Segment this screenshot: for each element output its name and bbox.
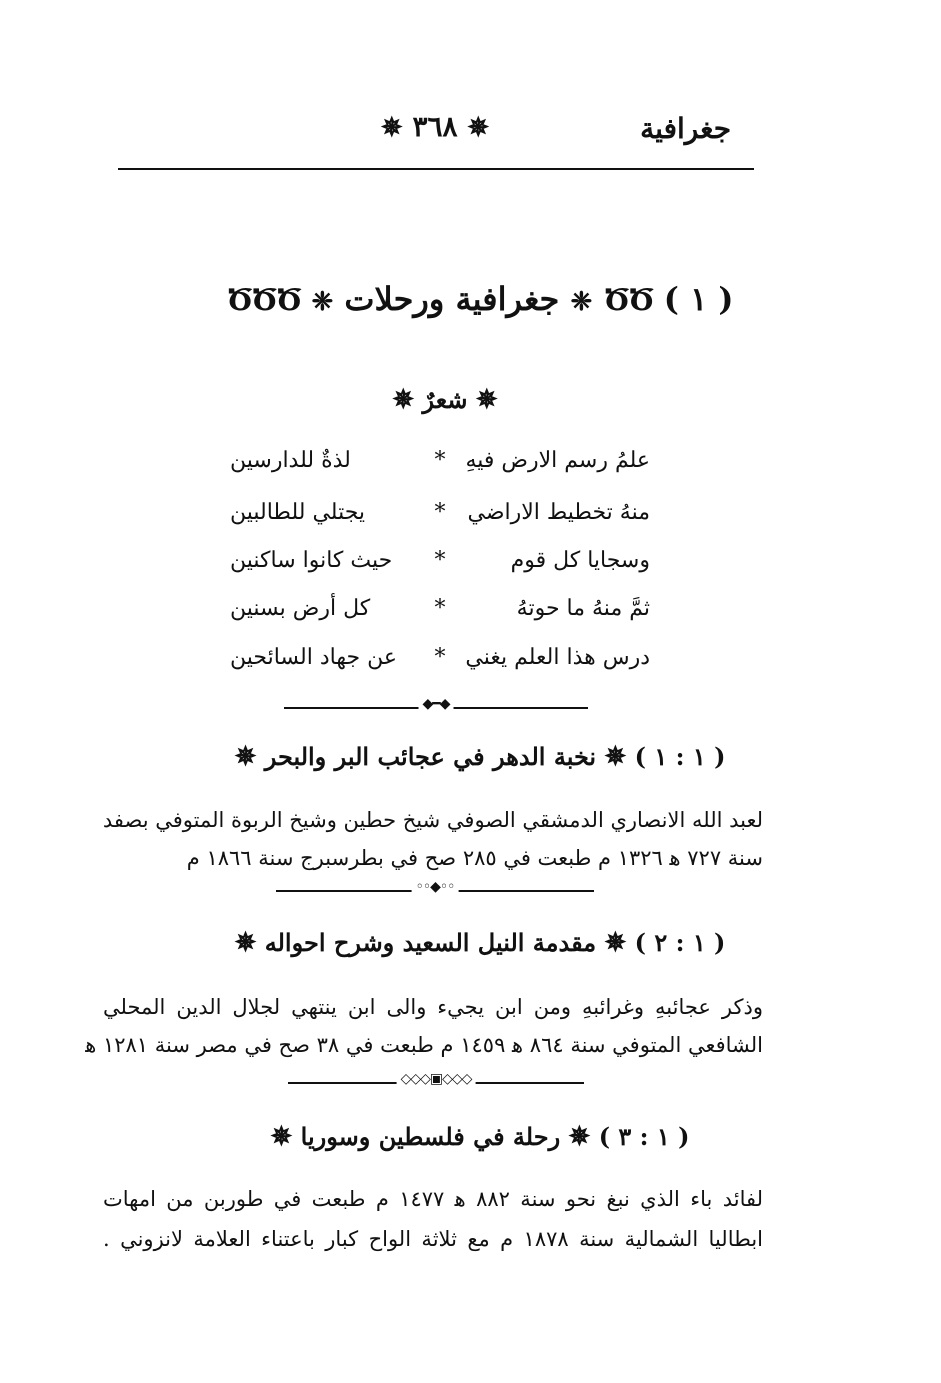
star-ornament-icon: ✵ (475, 385, 498, 415)
asterisk-separator-icon: * (434, 548, 446, 573)
star-ornament-icon: ✵ (270, 1122, 293, 1152)
star-ornament-icon: ✵ (392, 385, 415, 415)
poem-hemistich-first: علمُ رسم الارض فيهِ (465, 448, 650, 473)
entry-text-line: سنة ٧٢٧ ﻫ ١٣٢٦ م طبعت في ٢٨٥ صح في بطرسبرج سنة ١٨٦٦ م (186, 846, 763, 870)
entry-text-line: ابطاليا الشمالية سنة ١٨٧٨ م مع ثلاثة الواح كبار باعتناء العلامة لانزوني . (103, 1227, 763, 1251)
swirl-ornament-icon: ԾԾԾ (226, 283, 301, 318)
entry-text-line: الشافعي المتوفي سنة ٨٦٤ ﻫ ١٤٥٩ م طبعت في ٣٨ صح في مصر سنة ١٢٨١ ﻫ (85, 1033, 763, 1057)
star-ornament-icon: ✵ (604, 742, 627, 772)
floral-ornament-icon: ❈ (311, 287, 334, 317)
ornamental-divider (288, 1071, 584, 1088)
chapter-title: جغرافية ورحلات (344, 280, 560, 318)
asterisk-separator-icon: * (434, 596, 446, 621)
poem-line (230, 448, 650, 488)
entry-heading (160, 742, 800, 771)
ornamental-divider (284, 696, 588, 713)
asterisk-separator-icon: * (434, 500, 446, 525)
star-ornament-icon: ✵ (467, 113, 490, 143)
star-ornament-icon: ✵ (234, 928, 257, 958)
poem-hemistich-first: درس هذا العلم يغني (465, 645, 650, 670)
entry-title: مقدمة النيل السعيد وشرح احواله (264, 928, 597, 957)
entry-number: ( ١ : ٣ ) (598, 1122, 690, 1151)
entry-text-line: لفائد باء الذي نبغ نحو سنة ٨٨٢ ﻫ ١٤٧٧ م طبعت في طوربن من امهات (103, 1187, 763, 1211)
poem-hemistich-second: عن جهاد السائحين (230, 645, 397, 670)
page-number: ٣٦٨ (412, 110, 458, 143)
entry-number: ( ١ : ٢ ) (634, 928, 726, 957)
poem-hemistich-second: يجتلي للطالبين (230, 500, 366, 525)
poem-line (230, 596, 650, 636)
entry-title: رحلة في فلسطين وسوريا (300, 1122, 561, 1151)
chapter-heading (200, 280, 760, 318)
ornamental-divider (276, 879, 594, 896)
poem-hemistich-second: لذةٌ للدارسين (230, 448, 351, 473)
chapter-number: ( ١ ) (663, 280, 734, 318)
entry-heading (160, 928, 800, 957)
entry-title: نخبة الدهر في عجائب البر والبحر (264, 742, 597, 771)
asterisk-separator-icon: * (434, 448, 446, 473)
poem-hemistich-second: كل أرض بسنين (230, 596, 371, 621)
entry-text-line: وذكر عجائبهِ وغرائبهِ ومن ابن يجيء والى ابن ينتهي لجلال الدين المحلي (103, 995, 763, 1019)
running-title: جغرافية (640, 112, 731, 145)
poem-hemistich-second: حيث كانوا ساكنين (230, 548, 393, 573)
star-ornament-icon: ✵ (234, 742, 257, 772)
asterisk-separator-icon: * (434, 645, 446, 670)
swirl-ornament-icon: ԾԾ (603, 283, 653, 318)
poem-line (230, 548, 650, 588)
knot-ornament-icon: ◆━◆ (419, 697, 454, 711)
entry-number: ( ١ : ١ ) (634, 742, 726, 771)
poem-hemistich-first: ثمَّ منهُ ما حوتهُ (516, 596, 650, 621)
poem-hemistich-first: وسجايا كل قوم (510, 548, 650, 573)
entry-heading (160, 1122, 800, 1151)
knot-ornament-icon: ◇◇◇▣◇◇◇ (397, 1072, 476, 1086)
poem-title: شعرٌ (422, 385, 468, 414)
poem-line (230, 645, 650, 685)
star-ornament-icon: ✵ (604, 928, 627, 958)
poem-title-block (330, 385, 560, 414)
page-number-block (370, 110, 500, 143)
star-ornament-icon: ✵ (568, 1122, 591, 1152)
entry-text-line: لعبد الله الانصاري الدمشقي الصوفي شيخ حطين وشيخ الربوة المتوفي بصفد (102, 808, 763, 832)
floral-ornament-icon: ❈ (570, 287, 593, 317)
star-ornament-icon: ✵ (380, 113, 403, 143)
poem-line (230, 500, 650, 540)
header-rule (118, 168, 754, 170)
knot-ornament-icon: ◦◦◆◦◦ (412, 880, 459, 894)
poem-hemistich-first: منهُ تخطيط الاراضي (467, 500, 650, 525)
